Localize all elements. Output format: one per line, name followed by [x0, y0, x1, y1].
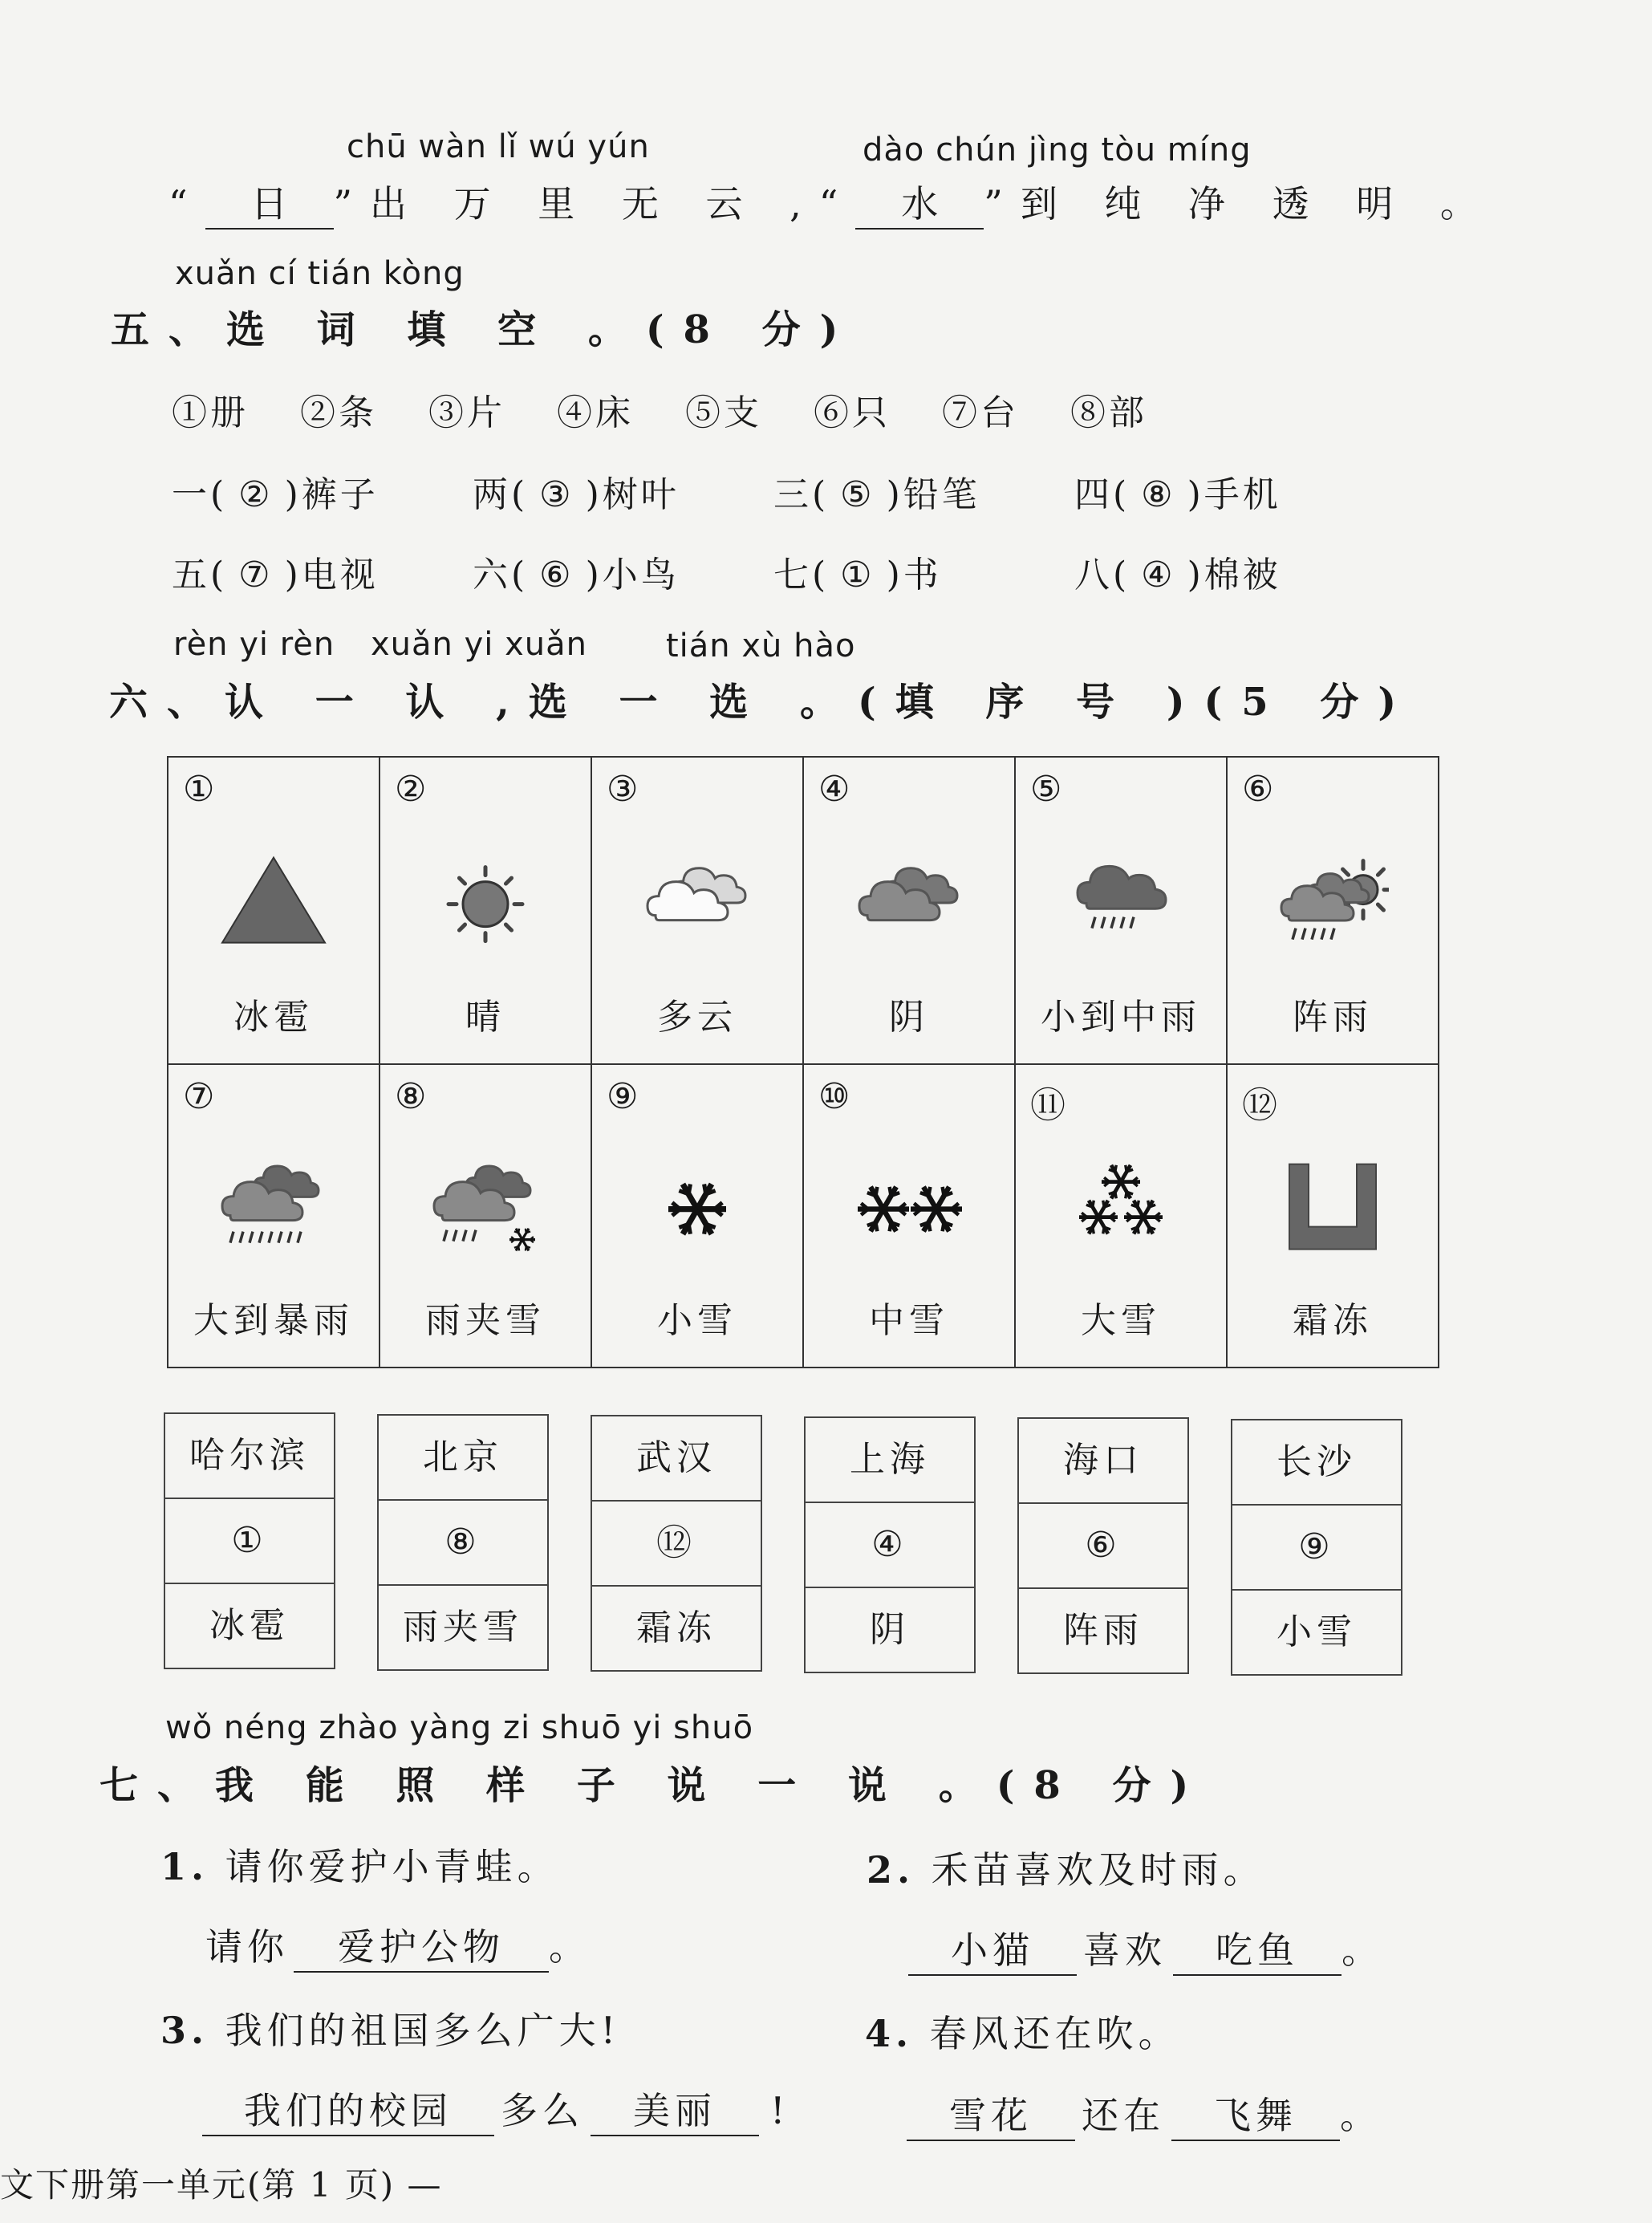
measure-item: 四( ⑧ )手机 — [1074, 474, 1281, 515]
city-name: 长沙 — [1232, 1420, 1401, 1506]
q2-blank-1[interactable]: 小猫 — [908, 1921, 1077, 1976]
city-table — [377, 1414, 549, 1671]
sec6-pinyin-c: tián xù hào — [666, 628, 856, 664]
city-table — [804, 1416, 976, 1673]
answer-slot[interactable]: ② — [238, 474, 274, 515]
option-0: ①册 — [172, 392, 249, 433]
q3-answer: 我们的校园 多么 美丽 ! — [202, 2082, 790, 2136]
sec6-title: 六、认 一 认 ,选 一 选 。(填 序 号 )(5 分) — [109, 680, 1416, 725]
city-name: 海口 — [1019, 1419, 1187, 1504]
option-5: ⑥只 — [814, 392, 891, 433]
answer-slot[interactable]: ① — [840, 555, 875, 595]
measure-item: 六( ⑥ )小鸟 — [473, 555, 680, 595]
cloudy-icon — [641, 847, 753, 960]
option-4: ⑤支 — [685, 392, 762, 433]
measure-item: 一( ② )裤子 — [172, 474, 379, 515]
city-table — [164, 1412, 335, 1669]
weather-num: ⑪ — [1030, 1085, 1065, 1126]
overcast-icon — [853, 847, 965, 960]
q1-blank[interactable]: 爱护公物 — [294, 1918, 549, 1973]
option-2: ③片 — [428, 392, 505, 433]
weather-num: ① — [183, 769, 215, 810]
city-name: 武汉 — [592, 1416, 761, 1502]
city-table — [1231, 1419, 1402, 1676]
city-answer-label[interactable]: 霜冻 — [636, 1607, 716, 1648]
page-footer: 文下册第一单元(第 1 页) — — [0, 2165, 443, 2205]
q3-example: 3. 我们的祖国多么广大! — [160, 2009, 621, 2052]
measure-item: 八( ④ )棉被 — [1074, 555, 1281, 595]
shower-icon — [1277, 847, 1389, 960]
weather-cell — [379, 756, 592, 1065]
q4-answer: 雪花 还在 飞舞 。 — [907, 2087, 1382, 2141]
pinyin-line1-b: dào chún jìng tòu míng — [863, 132, 1252, 169]
option-3: ④床 — [557, 392, 634, 433]
answer-slot[interactable]: ⑤ — [840, 474, 875, 515]
three-snowflakes-icon — [1065, 1153, 1177, 1266]
q4-blank-1[interactable]: 雪花 — [907, 2087, 1075, 2141]
q4-blank-2[interactable]: 飞舞 — [1171, 2087, 1340, 2141]
measure-item: 五( ⑦ )电视 — [172, 555, 379, 595]
weather-cell — [802, 1063, 1016, 1368]
measure-item: 三( ⑤ )铅笔 — [773, 474, 980, 515]
city-answer-num[interactable]: ⑨ — [1232, 1506, 1401, 1591]
city-answer-label[interactable]: 小雪 — [1277, 1611, 1357, 1652]
rain-icon — [1065, 847, 1177, 960]
weather-cell — [167, 1063, 380, 1368]
triangle-icon — [217, 847, 330, 960]
sleet-icon — [429, 1153, 542, 1266]
option-6: ⑦台 — [942, 392, 1019, 433]
q3-blank-2[interactable]: 美丽 — [591, 2082, 759, 2136]
city-answer-label[interactable]: 雨夹雪 — [403, 1606, 523, 1648]
weather-cell — [591, 1063, 804, 1368]
pinyin-line1-a: chū wàn lǐ wú yún — [347, 128, 650, 165]
weather-num: ⑫ — [1242, 1085, 1277, 1126]
city-answer-num[interactable]: ① — [165, 1499, 334, 1584]
sec7-title: 七、我 能 照 样 子 说 一 说 。(8 分) — [99, 1763, 1208, 1808]
q2-example: 2. 禾苗喜欢及时雨。 — [867, 1848, 1265, 1892]
city-answer-num[interactable]: ④ — [806, 1503, 974, 1588]
weather-label: 小到中雨 — [1041, 997, 1201, 1038]
heavy-rain-icon — [217, 1153, 330, 1266]
sec7-pinyin: wǒ néng zhào yàng zi shuō yi shuō — [165, 1709, 754, 1746]
weather-label: 晴 — [465, 997, 505, 1038]
weather-num: ③ — [607, 769, 639, 810]
answer-slot[interactable]: ⑦ — [238, 555, 274, 595]
sec6-pinyin-a: rèn yi rèn — [173, 626, 335, 663]
weather-label: 中雪 — [869, 1300, 949, 1341]
answer-slot[interactable]: ④ — [1141, 555, 1176, 595]
weather-num: ⑧ — [395, 1076, 427, 1117]
weather-label: 多云 — [657, 997, 737, 1038]
answer-slot[interactable]: ⑧ — [1141, 474, 1176, 515]
two-snowflakes-icon — [853, 1153, 965, 1266]
weather-num: ⑨ — [607, 1076, 639, 1117]
measure-item: 七( ① )书 — [773, 555, 942, 595]
sentence-line1: “ 日 ”出 万 里 无 云 ,“ 水 ”到 纯 净 透 明 。 — [168, 175, 1495, 230]
sec6-pinyin-b: xuǎn yi xuǎn — [371, 626, 587, 663]
sec5-pinyin: xuǎn cí tián kòng — [175, 255, 465, 292]
weather-label: 小雪 — [657, 1300, 737, 1341]
weather-num: ⑥ — [1242, 769, 1274, 810]
weather-cell — [1226, 1063, 1439, 1368]
city-name: 北京 — [379, 1416, 547, 1501]
weather-num: ⑩ — [818, 1076, 850, 1117]
q3-blank-1[interactable]: 我们的校园 — [202, 2082, 494, 2136]
weather-label: 阴 — [889, 997, 929, 1038]
weather-label: 冰雹 — [233, 997, 314, 1038]
blank-2[interactable]: 水 — [855, 175, 984, 230]
city-name: 哈尔滨 — [165, 1414, 334, 1499]
weather-label: 阵雨 — [1293, 997, 1373, 1038]
city-name: 上海 — [806, 1418, 974, 1503]
weather-cell — [802, 756, 1016, 1065]
weather-cell — [1014, 756, 1228, 1065]
q2-blank-2[interactable]: 吃鱼 — [1173, 1921, 1341, 1976]
city-answer-label[interactable]: 阴 — [870, 1608, 910, 1650]
weather-label: 雨夹雪 — [425, 1300, 546, 1341]
city-table — [1017, 1417, 1189, 1674]
city-table — [591, 1415, 762, 1672]
weather-cell — [1226, 756, 1439, 1065]
sec5-row2 — [172, 546, 1375, 597]
city-answer-label[interactable]: 冰雹 — [209, 1605, 290, 1646]
answer-slot[interactable]: ⑥ — [539, 555, 574, 595]
weather-num: ④ — [818, 769, 850, 810]
weather-label: 大雪 — [1081, 1300, 1161, 1341]
sec5-options — [172, 384, 1199, 435]
q2-answer: 小猫 喜欢 吃鱼 。 — [908, 1921, 1383, 1976]
weather-cell — [591, 756, 804, 1065]
q1-example: 1. 请你爱护小青蛙。 — [160, 1845, 559, 1888]
option-1: ②条 — [300, 392, 377, 433]
q1-answer: 请你 爱护公物 。 — [205, 1918, 591, 1973]
snowflake-icon — [641, 1153, 753, 1266]
weather-cell — [1014, 1063, 1228, 1368]
city-answer-num[interactable]: ⑧ — [379, 1501, 547, 1586]
weather-cell — [379, 1063, 592, 1368]
q4-example: 4. 春风还在吹。 — [865, 2012, 1180, 2055]
city-answer-num[interactable]: ⑥ — [1019, 1504, 1187, 1589]
option-7: ⑧部 — [1070, 392, 1147, 433]
measure-item: 两( ③ )树叶 — [473, 474, 680, 515]
weather-label: 大到暴雨 — [193, 1300, 354, 1341]
answer-slot[interactable]: ③ — [539, 474, 574, 515]
sec5-row1 — [172, 465, 1375, 517]
city-answer-num[interactable]: ⑫ — [592, 1502, 761, 1587]
weather-cell — [167, 756, 380, 1065]
blank-1[interactable]: 日 — [205, 175, 334, 230]
weather-num: ⑤ — [1030, 769, 1062, 810]
sun-icon — [429, 847, 542, 960]
weather-label: 霜冻 — [1293, 1300, 1373, 1341]
city-answer-label[interactable]: 阵雨 — [1063, 1610, 1143, 1651]
frost-icon — [1277, 1153, 1389, 1266]
weather-num: ⑦ — [183, 1076, 215, 1117]
weather-num: ② — [395, 769, 427, 810]
sec5-title: 五、选 词 填 空 。(8 分) — [111, 307, 858, 352]
